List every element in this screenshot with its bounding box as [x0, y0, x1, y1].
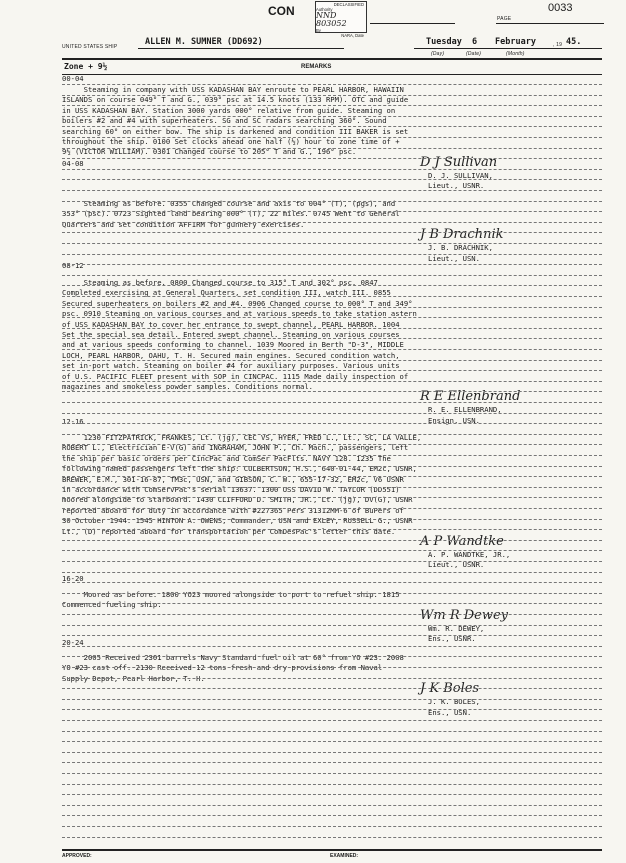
watch-label: 12-16 [62, 417, 84, 426]
officer-signature: J B Drachnik [420, 227, 504, 243]
ruled-line [62, 243, 602, 244]
ruled-line [62, 550, 602, 551]
ruled-line [62, 561, 602, 562]
ruled-line [62, 381, 602, 382]
ruled-line [62, 487, 602, 488]
ruled-line [62, 773, 602, 774]
zone: Zone + 9½ [64, 62, 108, 71]
log-date: 6 [472, 37, 478, 47]
log-line: Supply Depot, Pearl Harbor, T. H. [62, 673, 205, 683]
header-rule [62, 58, 602, 60]
year-prefix: , 19 [553, 42, 563, 48]
stamp-line-declassified: DECLASSIFIED [333, 2, 364, 7]
ruled-line [62, 105, 602, 106]
ruled-line [62, 805, 602, 806]
log-line: 1230 FITZPATRICK, FRANKES, Lt. (jg), CEC VS, HYER, FRED L., Lt., SC, LA VALLE, [62, 433, 422, 442]
log-line: ROBERT L., Electrician E-V(G) and INGRAHAM, JOHN P., Ch. Mach., passengers, left [62, 443, 409, 453]
ruled-line [62, 434, 602, 435]
officer-rank: Ensign, USN. [428, 415, 480, 425]
log-line: throughout the ship. 0100 Set clocks ahead one half (½) hour to zone time of + [62, 137, 400, 146]
date-line [414, 48, 602, 49]
log-line: 2005 Received 2301 barrels Navy Standard fuel oil at 60° from YO #23. 2008 [62, 653, 404, 662]
ruled-line [62, 201, 602, 202]
footer-rule [62, 849, 602, 851]
ruled-line [62, 794, 602, 795]
ruled-line [62, 476, 602, 477]
ruled-line [62, 349, 602, 350]
log-line: reported aboard for duty in accordance with #227365 Pers 31312MM-6 of BuPers of [62, 505, 404, 515]
ruled-line [62, 285, 602, 286]
log-line: set in-port watch. Steaming on boiler #4 for auxiliary purposes. Various units [62, 361, 400, 371]
log-line: magazines and smokeless powder samples. Conditions normal. [62, 382, 313, 391]
ruled-line [62, 317, 602, 318]
ruled-line [62, 508, 602, 509]
log-line: psc. 0910 Steaming on various courses and at various speeds to take station astern [62, 309, 417, 319]
approved-label: APPROVED: [62, 853, 92, 859]
log-line: of USS KADASHAN BAY to cover her entrance to swept channel, PEARL HARBOR. 1004 [62, 319, 400, 329]
ruled-line [62, 179, 602, 180]
officer-signature: J K Boles [420, 681, 480, 697]
ruled-line [62, 444, 602, 445]
watch-label: 16-20 [62, 574, 84, 583]
ruled-line [62, 402, 602, 403]
log-line: in accordance with ComServPac's serial 13637. 1300 USS DAVID W. TAYLOR (DD551) [62, 485, 400, 494]
watch-label: 00-04 [62, 74, 84, 83]
ruled-line [62, 709, 602, 710]
officer-rank: Lieut., USN. [428, 253, 480, 263]
ruled-line [62, 784, 602, 785]
ruled-line [62, 95, 602, 96]
ruled-line [62, 720, 602, 721]
log-line: following named passengers left the ship: CULBERTSON, H.S., 640-01-44, EM2c, USNR, [62, 464, 417, 474]
log-line: searching 60° on either bow. The ship is darkened and condition III BAKER is set [62, 126, 409, 136]
log-month: February [495, 37, 536, 47]
ruled-line [62, 126, 602, 127]
ship-name: ALLEN M. SUMNER (DD692) [145, 37, 263, 47]
ruled-line [62, 296, 602, 297]
page-number: 0033 [548, 2, 573, 14]
ruled-line [62, 360, 602, 361]
ruled-line [62, 656, 602, 657]
log-year: 45. [566, 37, 582, 47]
remarks-rule [62, 74, 602, 75]
ruled-line [62, 466, 602, 467]
ruled-line [62, 413, 602, 414]
watch-label: 20-24 [62, 638, 84, 647]
ruled-line [62, 678, 602, 679]
watch-label: 04-08 [62, 159, 84, 168]
officer-rank: Lieut., USNR. [428, 181, 485, 191]
ruled-line [62, 688, 602, 689]
remarks-heading: REMARKS [301, 64, 332, 70]
ruled-line [62, 582, 602, 583]
ruled-line [62, 625, 602, 626]
officer-rank: Lieut., USNR. [428, 560, 485, 570]
form-title: CON [268, 4, 295, 18]
ruled-line [62, 370, 602, 371]
stamp-line-by: By [316, 28, 321, 33]
ruled-line [62, 307, 602, 308]
log-line: 353° (psc). 0723 Sighted land bearing 000° (T), 22 miles. 0745 Went to General [62, 209, 400, 219]
ruled-line [62, 815, 602, 816]
log-line: of U.S. PACIFIC FLEET present with SOP in CINCPAC. 1115 Made daily inspection of [62, 371, 409, 381]
officer-signature: D J Sullivan [420, 154, 498, 170]
log-line: ISLANDS on course 049° T and G., 039° psc at 14.5 knots (133 RPM). OTC and guide [62, 95, 409, 105]
ruled-line [62, 593, 602, 594]
ruled-line [62, 519, 602, 520]
ruled-line [62, 264, 602, 265]
ruled-line [62, 275, 602, 276]
log-line: moored alongside to starboard. 1430 CLIFFORD D. SMITH, JR., Lt. (jg), DV(G), USNR [62, 495, 413, 505]
log-line: boilers #2 and #4 with superheaters. SG and SC radars searching 360°. Sound [62, 116, 387, 126]
officer-signature: A P Wandtke [420, 534, 504, 549]
stamp-number: NND 803052 [316, 11, 347, 28]
ruled-line [62, 667, 602, 668]
ruled-line [62, 190, 602, 191]
stamp-line-authority: Authority [316, 7, 333, 12]
ship-label: UNITED STATES SHIP [62, 44, 118, 50]
log-line: Quarters and set condition AFFIRM for gunnery exercises. [62, 219, 305, 229]
ruled-line [62, 254, 602, 255]
examined-label: EXAMINED: [330, 853, 359, 859]
log-line: YO #23 cast off. 2130 Received 12 tons fresh and dry provisions from Naval [62, 663, 383, 673]
log-line: Steaming as before. 0355 Changed course and axis to 004° (T), (pgs), and [62, 199, 396, 208]
log-line: and at various speeds conforming to channel. 1039 Moored in Berth "D-3", MIDDLE [62, 340, 404, 350]
ruled-line [62, 158, 602, 159]
ruled-line [62, 211, 602, 212]
log-line: Set the special sea detail. Entered swept channel. Steaming on various courses [62, 330, 400, 339]
page-number-line [496, 23, 604, 24]
officer-rank: Ens., USN. [428, 707, 472, 717]
log-line: Commenced fueling ship. [62, 600, 162, 610]
officer-name: R. E. ELLENBRAND, [428, 405, 502, 415]
ruled-line [62, 137, 602, 138]
log-line: Moored as before. 1800 YO23 moored alongside to port to refuel ship. 1815 [62, 590, 400, 599]
ruled-line [62, 338, 602, 339]
ruled-line [62, 614, 602, 615]
stamp-line-nara: NARA, Date [341, 33, 364, 38]
ruled-line [62, 837, 602, 838]
ruled-line [62, 148, 602, 149]
ruled-line [62, 635, 602, 636]
ship-name-line [138, 48, 344, 49]
ruled-line [62, 328, 602, 329]
ruled-line [62, 741, 602, 742]
log-line: BREWER, E.M., 301-16-87, TM3c, USN, and GIBSON, C. W., 655-17-32, EM2c, V6 USNR [62, 474, 404, 484]
log-line: Completed exercising at General Quarters, set condition III, watch III. 0855 [62, 288, 391, 298]
log-line: the ship per basic orders per CincPac and ComSer PacFlts. NAVY 128. 1235 The [62, 453, 391, 463]
officer-name: A. P. WANDTKE, JR., [428, 550, 511, 559]
date-caption: (Date) [466, 51, 482, 57]
log-line: Lt., (D) reported aboard for transportation per ComDesPac's letter this date. [62, 526, 396, 536]
log-line: Steaming as before. 0800 Changed course to 315° T and 302° psc. 0847 [62, 278, 378, 287]
ruled-line [62, 762, 602, 763]
ruled-line [62, 497, 602, 498]
ruled-line [62, 572, 602, 573]
ruled-line [62, 391, 602, 392]
ruled-line [62, 646, 602, 647]
month-caption: (Month) [506, 51, 525, 57]
officer-rank: Ens., USNR. [428, 634, 476, 644]
log-line: Secured superheaters on boilers #2 and #4. 0906 Changed course to 000° T and 349° [62, 298, 413, 308]
ruled-line [62, 84, 602, 85]
ruled-line [62, 423, 602, 424]
officer-name: J. K. BOLES, [428, 697, 480, 707]
officer-signature: R E Ellenbrand [420, 389, 521, 405]
declassified-stamp [315, 1, 367, 38]
ruled-line [62, 169, 602, 170]
day-caption: (Day) [431, 51, 445, 57]
ruled-line [62, 826, 602, 827]
log-line: in USS KADASHAN BAY. Station 3000 yards 000° relative from guide. Steaming on [62, 105, 396, 115]
ruled-line [62, 455, 602, 456]
officer-name: D. J. SULLIVAN, [428, 170, 493, 180]
ruled-line [62, 232, 602, 233]
ruled-line [62, 752, 602, 753]
ruled-line [62, 116, 602, 117]
ruled-line [62, 603, 602, 604]
log-line: 9½ (VICTOR WILLIAM). 0301 Changed course to 205° T and G., 196° psc. [62, 147, 357, 157]
log-line: Steaming in company with USS KADASHAN BAY enroute to PEARL HARBOR, HAWAIIN [62, 85, 404, 94]
ruled-line [62, 222, 602, 223]
ruled-line [62, 699, 602, 700]
title-line [370, 23, 455, 24]
watch-label: 08-12 [62, 261, 84, 270]
log-day: Tuesday [426, 37, 462, 47]
ruled-line [62, 529, 602, 530]
officer-signature: Wm R Dewey [420, 607, 509, 623]
log-line: 30 October 1944. 1545 HINTON A. OWENS, Commander, USN and EXLEY, RUSSELL G., USNR [62, 516, 413, 526]
officer-name: J. B. DRACHNIK, [428, 243, 493, 253]
log-line: LOCH, PEARL HARBOR, OAHU, T. H. Secured main engines. Secured condition watch, [62, 350, 400, 360]
officer-name: Wm. R. DEWEY, [428, 623, 485, 633]
ruled-line [62, 540, 602, 541]
ruled-line [62, 731, 602, 732]
page-label: PAGE [497, 16, 512, 22]
